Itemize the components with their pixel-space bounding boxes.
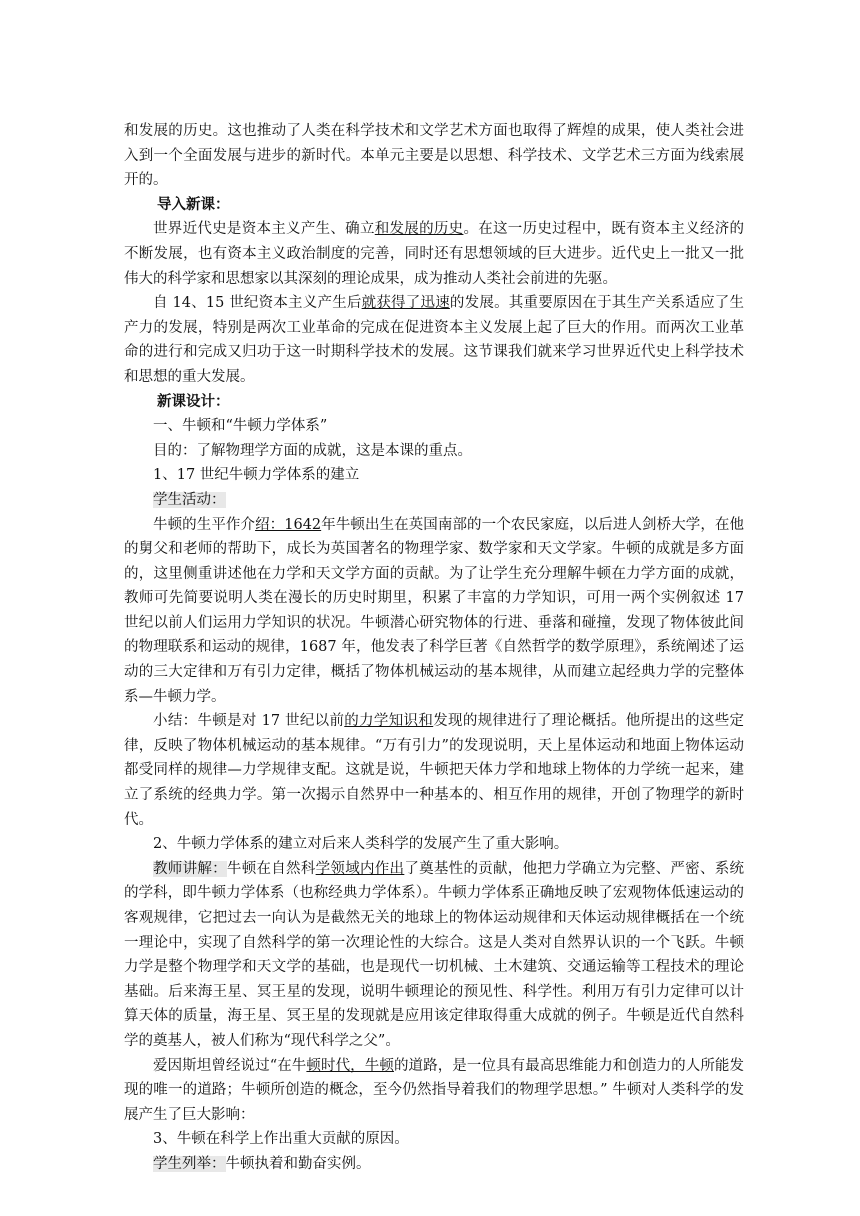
section-1-title: 一、牛顿和“牛顿力学体系”: [153, 418, 328, 435]
student-list-label: 学生列举：: [153, 1155, 226, 1172]
paragraph-4: [124, 709, 744, 832]
activity-label: 学生活动：: [153, 491, 226, 508]
paragraph-5: [124, 857, 744, 1054]
p4-text-b: 发现的规律进行了理论概括。他所提出的这些定律，反映了物体机械运动的基本规律。“万有引力”的发现说明，天上星体运动和地面上物体运动都受同样的规律—力学规律支配。这就是说，牛顿把天体力学和地球上物体的力学统一起来，建立了系统的经典力学。第一次揭示自然界中一种基本的、相互作用的规律，开创了物理学的新时代。: [124, 713, 745, 828]
p1-underlined: 和发展的历史: [374, 221, 464, 238]
p6-underlined: 顿时代，牛顿: [306, 1057, 394, 1074]
activity-label-line: [124, 488, 744, 513]
p2-underlined: 就获得了迅速: [361, 295, 450, 312]
paragraph-2: [124, 291, 744, 389]
heading-design: 新课设计：: [157, 392, 230, 410]
paragraph-6: [124, 1054, 744, 1128]
goal-line: 目的：了解物理学方面的成就，这是本课的重点。: [153, 442, 472, 459]
p5-text-a: 牛顿在自然科: [226, 860, 316, 877]
teacher-label: 教师讲解：: [153, 860, 227, 877]
paragraph-7: [124, 1152, 744, 1177]
p3-text-a: 牛顿的生平作介: [153, 516, 256, 533]
p4-underlined: 的力学知识和: [344, 713, 434, 730]
p1-text-b: 。在这一历史过程中，既有资本主义经济的不断发展，也有资本主义政治制度的完善，同时还有思想领域的巨大进步。近代史上一批又一批伟大的科学家和思想家以其深刻的理论成果，成为推动人类社会前进的先驱。: [124, 221, 745, 287]
p4-text-a: 小结：牛顿是对 17 世纪以前: [153, 713, 345, 730]
heading-intro: 导入新课：: [157, 195, 230, 213]
item-3-title: 3、牛顿在科学上作出重大贡献的原因。: [153, 1131, 409, 1148]
item-2-title: 2、牛顿力学体系的建立对后来人类科学的发展产生了重大影响。: [153, 836, 569, 853]
paragraph-1: [124, 217, 744, 291]
document-page: [124, 119, 744, 1177]
p3-text-b: 年牛顿出生在英国南部的一个农民家庭，以后进人剑桥大学，在他的舅父和老师的帮助下，成长为英国著名的物理学家、数学家和天文学家。牛顿的成就是多方面的，这里侧重讲述他在力学和天文学方面的贡献。为了让学生充分理解牛顿在力学方面的成就，教师可先简要说明人类在漫长的历史时期里，积累了丰富的力学知识，可用一两个实例叙述 17 世纪以前人们运用力学知识的状况。牛顿潜心研究物体的行进、垂落和碰撞，发现了物体彼此间的物理联系和运动的规律，1687 年，他发表了科学巨著《自然哲学的数学原理》，系统阐述了运动的三大定律和万有引力定律，概括了物体机械运动的基本规律，从而建立起经典力学的完整体系—牛顿力学。: [124, 516, 745, 705]
intro-paragraph: 和发展的历史。这也推动了人类在科学技术和文学艺术方面也取得了辉煌的成果，使人类社会进入到一个全面发展与进步的新时代。本单元主要是以思想、科学技术、文学艺术三方面为线索展开的。: [124, 123, 744, 189]
p7-text: 牛顿执着和勤奋实例。: [225, 1155, 371, 1172]
p6-text-b: 的道路，是一位具有最高思维能力和创造力的人所能发现的唯一的道路；牛顿所创造的概念，至今仍然指导着我们的物理学思想。” 牛顿对人类科学的发展产生了巨大影响：: [124, 1057, 745, 1123]
p6-text-a: 爱因斯坦曾经说过“在牛: [153, 1057, 307, 1074]
p5-underlined: 学领域内作出: [315, 860, 405, 877]
item-1-title: 1、17 世纪牛顿力学体系的建立: [153, 467, 360, 484]
p5-text-b: 了奠基性的贡献，他把力学确立为完整、严密、系统的学科，即牛顿力学体系（也称经典力学体系）。牛顿力学体系正确地反映了宏观物体低速运动的客观规律，它把过去一向认为是截然无关的地球上的物体运动规律和天体运动规律概括在一个统一理论中，实现了自然科学的第一次理论性的大综合。这是人类对自然界认识的一个飞跃。牛顿力学是整个物理学和天文学的基础，也是现代一切机械、土木建筑、交通运输等工程技术的理论基础。后来海王星、冥王星的发现，说明牛顿理论的预见性、科学性。利用万有引力定律可以计算天体的质量，海王星、冥王星的发现就是应用该定律取得重大成就的例子。牛顿是近代自然科学的奠基人，被人们称为“现代科学之父”。: [124, 860, 745, 1049]
p2-text-b: 的发展。其重要原因在于其生产关系适应了生产力的发展，特别是两次工业革命的完成在促进资本主义发展上起了巨大的作用。而两次工业革命的进行和完成又归功于这一时期科学技术的发展。这节课我们就来学习世界近代史上科学技术和思想的重大发展。: [124, 295, 745, 385]
p2-text-a: 自 14、15 世纪资本主义产生后: [153, 295, 362, 312]
p1-text-a: 世界近代史是资本主义产生、确立: [153, 221, 375, 238]
p3-underlined: 绍：1642: [255, 516, 322, 533]
paragraph-3: [124, 513, 744, 710]
